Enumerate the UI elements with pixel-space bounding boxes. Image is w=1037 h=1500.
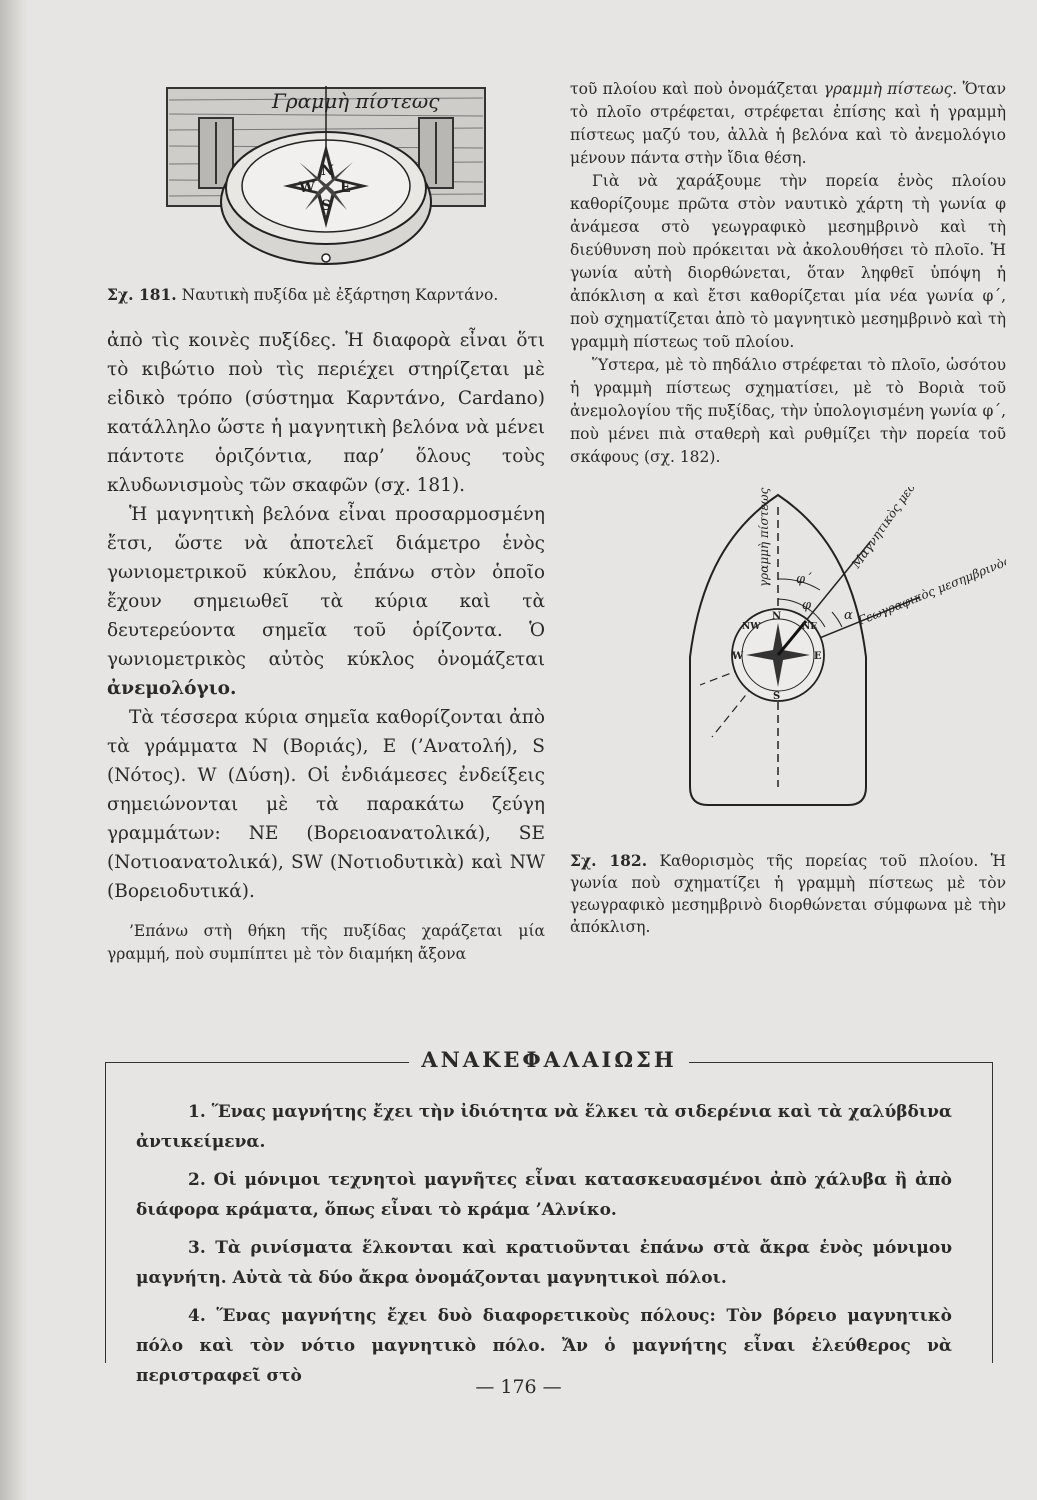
- figure-181-caption: [107, 284, 545, 306]
- figure-181-caption-text: Ναυτικὴ πυξίδα μὲ ἐξάρτηση Καρντάνο.: [181, 286, 499, 304]
- summary-item-2: 2. Οἱ μόνιμοι τεχνητοὶ μαγνῆτες εἶναι κατασκευασμένοι ἀπὸ χάλυβα ἢ ἀπὸ διάφορα κράματα, ὅπως εἶναι τὸ κράμα ’Αλνίκο.: [136, 1170, 952, 1220]
- right-paragraph-1-start: τοῦ πλοίου καὶ ποὺ ὀνομάζεται: [570, 80, 824, 98]
- lubber-line-diagram-label: γραμμὴ πίστεως: [757, 487, 771, 587]
- right-paragraph-3: Ὕστερα, μὲ τὸ πηδάλιο στρέφεται τὸ πλοῖο, ὡσότου ἡ γραμμὴ πίστεως σχηματίσει, μὲ τὸ Βοριὰ τοῦ ἀνεμολογίου τῆς πυξίδας, τὴν ὑπολογισμένη γωνία φ΄, ποὺ μένει πιὰ σταθερὴ καὶ ρυθμίζει τὴν πορεία τοῦ σκάφους (σχ. 182).: [570, 356, 1006, 466]
- figure-182-caption-text: Καθορισμὸς τῆς πορείας τοῦ πλοίου. Ἡ γωνία ποὺ σχηματίζει ἡ γραμμὴ πίστεως μὲ τὸν γεωγραφικὸ μεσημβρινὸ διορθώνεται σύμφωνα μὲ τὴν ἀπόκλιση.: [570, 852, 1006, 936]
- figure-182-course-diagram: [570, 487, 1006, 832]
- left-paragraph-1: ἀπὸ τὶς κοινὲς πυξίδες. Ἡ διαφορὰ εἶναι ὅτι τὸ κιβώτιο ποὺ τὶς περιέχει στηρίζεται μὲ εἰδικὸ τρόπο (σύστημα Καρντάνο, Cardano) κατάλληλο ὥστε ἡ μαγνητικὴ βελόνα νὰ μένει πάντοτε ὁριζόντια, παρ’ ὅλους τοὺς κλυδωνισμοὺς τῶν σκαφῶν (σχ. 181).: [107, 330, 545, 496]
- figure-181-label: Σχ. 181.: [107, 285, 177, 304]
- fig182-rose-ne: NE: [802, 622, 818, 632]
- angle-alpha-label: α: [844, 608, 853, 623]
- summary-item-4: 4. Ἕνας μαγνήτης ἔχει δυὸ διαφορετικοὺς πόλους: Τὸν βόρειο μαγνητικὸ πόλο καὶ τὸν νότιο μαγνητικὸ πόλο. Ἄν ὁ μαγνήτης εἶναι ἐλεύθερος νὰ περιστραφεῖ στὸ: [136, 1306, 952, 1386]
- rose-letter-n: N: [321, 163, 334, 179]
- left-column: [107, 70, 545, 966]
- figure-182-label: Σχ. 182.: [570, 851, 648, 870]
- rose-letter-e: E: [340, 180, 351, 196]
- angle-phi-prime-label: φ΄: [796, 572, 812, 587]
- right-paragraph-2: Γιὰ νὰ χαράξουμε τὴν πορεία ἑνὸς πλοίου καθορίζουμε πρῶτα στὸν ναυτικὸ χάρτη τὴ γωνία φ ἀνάμεσα στὸ γεωγραφικὸ μεσημβρινὸ καὶ τὴ διεύθυνση ποὺ πρόκειται νὰ ἀκολουθήσει τὸ πλοῖο. Ἡ γωνία αὐτὴ διορθώνεται, ὅταν ληφθεῖ ὑπόψη ἡ ἀπόκλιση α καὶ ἔτσι καθορίζεται μία νέα γωνία φ΄, ποὺ σχηματίζεται ἀπὸ τὸ μαγνητικὸ μεσημβρινὸ καὶ τὴ γραμμὴ πίστεως τοῦ πλοίου.: [570, 172, 1006, 351]
- page-binding-edge: [0, 0, 28, 1500]
- fig182-rose-nw: NW: [742, 622, 761, 632]
- left-paragraph-2: [107, 500, 545, 703]
- magnetic-meridian-label: Μαγνητικὸς μεσημβρινὸς: [848, 487, 951, 571]
- geographic-meridian-label: Γεωγραφικὸς μεσημβρινὸς: [855, 553, 1006, 628]
- rose-letter-w: W: [299, 180, 315, 196]
- ship-course-diagram: [570, 487, 1006, 832]
- summary-item-1: 1. Ἕνας μαγνήτης ἔχει τὴν ἰδιότητα νὰ ἕλκει τὰ σιδερένια καὶ τὰ χαλύβδινα ἀντικείμενα.: [136, 1102, 952, 1152]
- right-column: [570, 78, 1006, 938]
- left-paragraph-4: ’Επάνω στὴ θήκη τῆς πυξίδας χαράζεται μία γραμμή, ποὺ συμπίπτει μὲ τὸν διαμήκη ἄξονα: [107, 922, 545, 963]
- figure-182-caption: [570, 850, 1006, 938]
- summary-box: [105, 1047, 993, 1386]
- right-paragraph-1-end: Ὅταν τὸ πλοῖο στρέφεται, στρέφεται ἐπίσης καὶ ἡ γραμμὴ πίστεως μαζύ του, ἀλλὰ ἡ βελόνα καὶ τὸ ἀνεμολόγιο μένουν πάντα στὴν ἴδια θέση.: [570, 80, 1006, 167]
- summary-list: [136, 1097, 952, 1399]
- fig182-rose-s: S: [773, 691, 781, 702]
- rose-letter-s: S: [321, 198, 332, 214]
- right-paragraph-1: [570, 78, 1006, 170]
- fig182-rose-n: N: [772, 611, 782, 622]
- term-lubber-line: γραμμὴ πίστεως.: [823, 80, 958, 98]
- lubber-line-label: Γραμμὴ πίστεως: [272, 89, 440, 113]
- left-paragraph-2-text: Ἡ μαγνητικὴ βελόνα εἶναι προσαρμοσμένη ἔτσι, ὥστε νὰ ἀποτελεῖ διάμετρο ἑνὸς γωνιομετρικοῦ κύκλου, ἐπάνω στὸν ὁποῖο ἔχουν σημειωθεῖ τὰ κύρια καὶ τὰ δευτερεύοντα σημεῖα τοῦ ὁρίζοντα. Ὁ γωνιομετρικὸς αὐτὸς κύκλος ὀνομάζεται: [107, 504, 545, 670]
- term-anemologio: ἀνεμολόγιο.: [107, 678, 237, 699]
- summary-item-3: 3. Τὰ ρινίσματα ἕλκονται καὶ κρατιοῦνται ἐπάνω στὰ ἄκρα ἑνὸς μόνιμου μαγνήτη. Αὐτὰ τὰ δύο ἄκρα ὀνομάζονται μαγνητικοὶ πόλοι.: [136, 1238, 952, 1288]
- angle-phi-label: φ: [802, 598, 812, 613]
- summary-heading-row: [106, 1047, 992, 1072]
- compass-cardan-illustration: [107, 70, 545, 280]
- summary-heading: ΑΝΑΚΕΦΑΛΑΙΩΣΗ: [409, 1047, 688, 1072]
- fig182-rose-e: E: [814, 651, 822, 662]
- page-number: — 176 —: [475, 1376, 562, 1398]
- fig182-rose-w: W: [732, 651, 744, 662]
- left-paragraph-3: Τὰ τέσσερα κύρια σημεῖα καθορίζονται ἀπὸ τὰ γράμματα N (Βοριάς), E (’Ανατολή), S (Νότος). W (Δύση). Οἱ ἐνδιάμεσες ἐνδείξεις σημειώνονται μὲ τὰ παρακάτω ζεύγη γραμμάτων: NE (Βορειοανατολικά), SE (Νοτιοανατολικά), SW (Νοτιοδυτικὰ) καὶ NW (Βορειοδυτικά).: [107, 707, 545, 902]
- figure-181-compass-cardan: [107, 70, 545, 280]
